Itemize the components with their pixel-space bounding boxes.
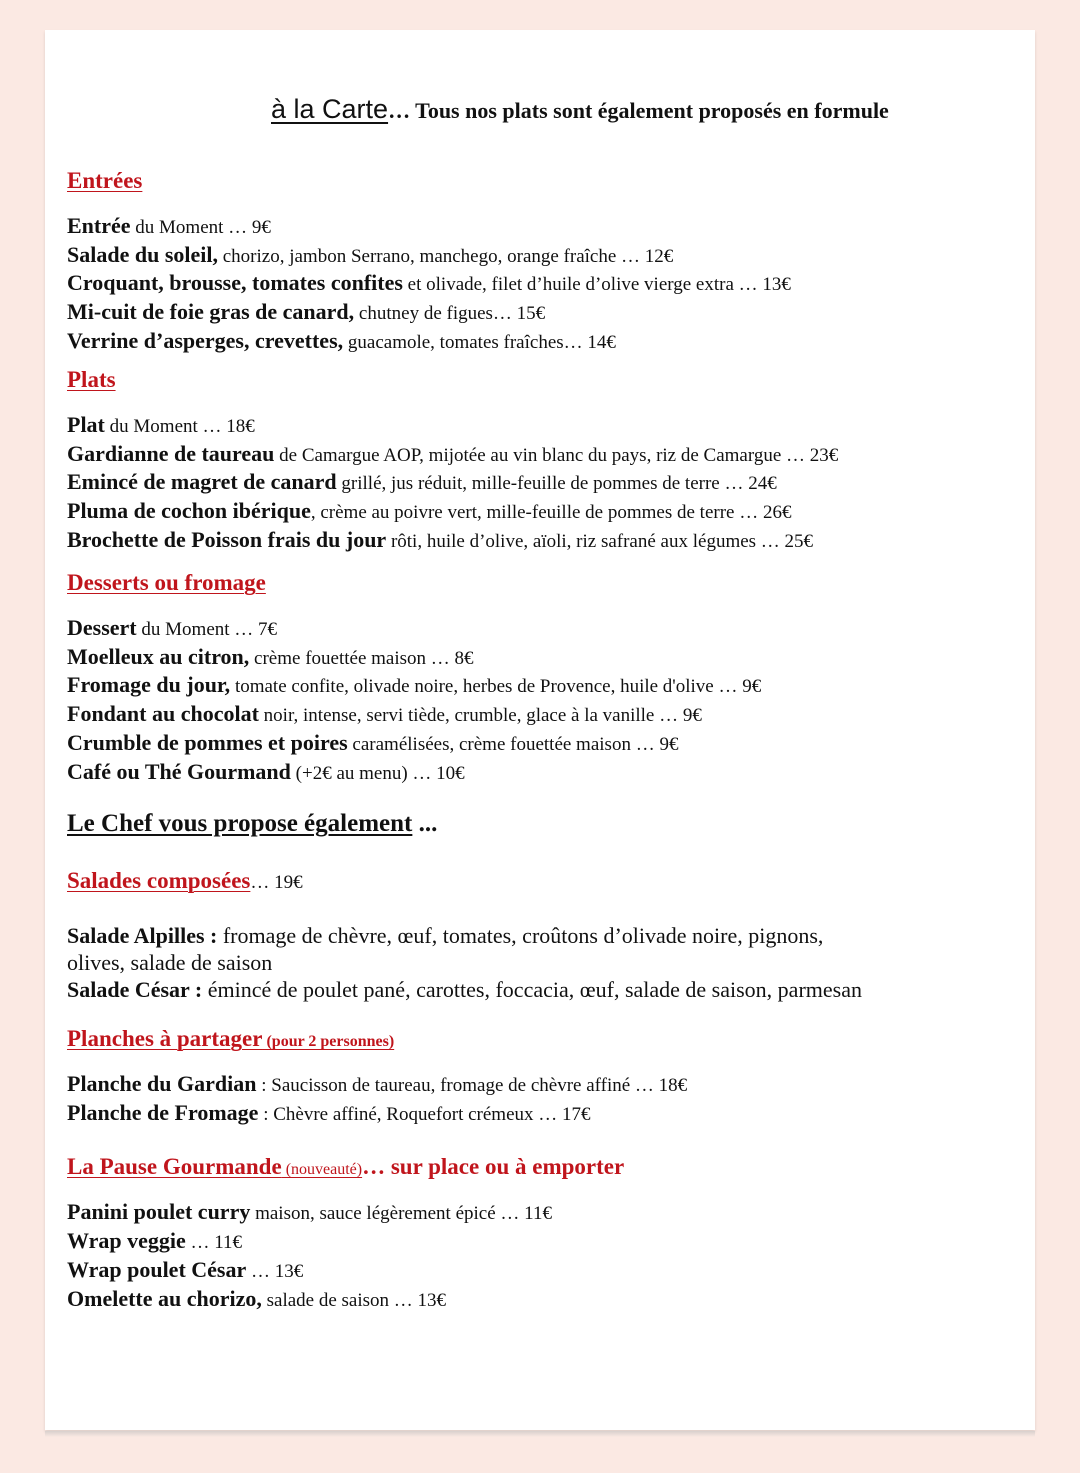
menu-item: Pluma de cochon ibérique, crème au poivre vert, mille-feuille de pommes de terre … 26€ bbox=[67, 498, 792, 523]
menu-item: Planche de Fromage : Chèvre affiné, Roquefort crémeux … 17€ bbox=[67, 1100, 591, 1125]
menu-item: Entrée du Moment … 9€ bbox=[67, 213, 271, 238]
menu-item: Planche du Gardian : Saucisson de taureau, fromage de chèvre affiné … 18€ bbox=[67, 1071, 688, 1096]
menu-item: Mi-cuit de foie gras de canard, chutney de figues… 15€ bbox=[67, 299, 546, 324]
section-pause-heading: La Pause Gourmande (nouveauté)… sur place ou à emporter bbox=[67, 1154, 625, 1179]
menu-title bbox=[271, 94, 889, 125]
menu-item: Salade César : émincé de poulet pané, carottes, foccacia, œuf, salade de saison, parmesan bbox=[67, 977, 862, 1002]
menu-item-continuation: olives, salade de saison bbox=[67, 950, 273, 975]
chef-heading: Le Chef vous propose également ... bbox=[67, 810, 438, 837]
title-sub: … Tous nos plats sont également proposés en formule bbox=[388, 98, 889, 123]
menu-item: Salade du soleil, chorizo, jambon Serrano, manchego, orange fraîche … 12€ bbox=[67, 242, 674, 267]
menu-item: Omelette au chorizo, salade de saison … 13€ bbox=[67, 1286, 447, 1311]
menu-item: Brochette de Poisson frais du jour rôti, huile d’olive, aïoli, riz safrané aux légumes … 25€ bbox=[67, 527, 814, 552]
menu-item: Eminc​é de magret de canard grillé, jus réduit, mille-feuille de pommes de terre … 24€ bbox=[67, 469, 777, 494]
section-entrees-heading: Entrées bbox=[67, 168, 143, 193]
menu-item: Verrine d’asperges, crevettes, guacamole, tomates fraîches… 14€ bbox=[67, 328, 616, 353]
menu-item: Café ou Thé Gourmand (+2€ au menu) … 10€ bbox=[67, 759, 465, 784]
section-planches-heading: Planches à partager (pour 2 personnes) bbox=[67, 1026, 395, 1051]
menu-item: Fondant au chocolat noir, intense, servi tiède, crumble, glace à la vanille … 9€ bbox=[67, 701, 702, 726]
menu-item: Croquant, brousse, tomates confites et olivade, filet d’huile d’olive vierge extra … 13€ bbox=[67, 270, 791, 295]
menu-item: Fromage du jour, tomate confite, olivade noire, herbes de Provence, huile d'olive … 9€ bbox=[67, 672, 762, 697]
menu-item: Moelleux au citron, crème fouettée maison … 8€ bbox=[67, 644, 474, 669]
menu-item: Wrap poulet César … 13€ bbox=[67, 1257, 304, 1282]
menu-item: Dessert du Moment … 7€ bbox=[67, 615, 278, 640]
menu-item: Crumble de pommes et poires caramélisées, crème fouettée maison … 9€ bbox=[67, 730, 679, 755]
menu-item: Plat du Moment … 18€ bbox=[67, 412, 255, 437]
menu-item: Panini poulet curry maison, sauce légèrement épicé … 11€ bbox=[67, 1199, 552, 1224]
page-shadow bbox=[45, 1431, 1035, 1437]
section-plats-heading: Plats bbox=[67, 367, 116, 392]
menu-item: Salade Alpilles : fromage de chèvre, œuf, tomates, croûtons d’olivade noire, pignons, bbox=[67, 923, 824, 948]
section-desserts-heading: Desserts ou fromage bbox=[67, 570, 266, 595]
title-main: à la Carte bbox=[271, 94, 389, 124]
section-salades-heading: Salades composées… 19€ bbox=[67, 868, 303, 893]
menu-item: Gardianne de taureau de Camargue AOP, mijotée au vin blanc du pays, riz de Camargue … 23€ bbox=[67, 441, 839, 466]
menu-item: Wrap veggie … 11€ bbox=[67, 1228, 243, 1253]
